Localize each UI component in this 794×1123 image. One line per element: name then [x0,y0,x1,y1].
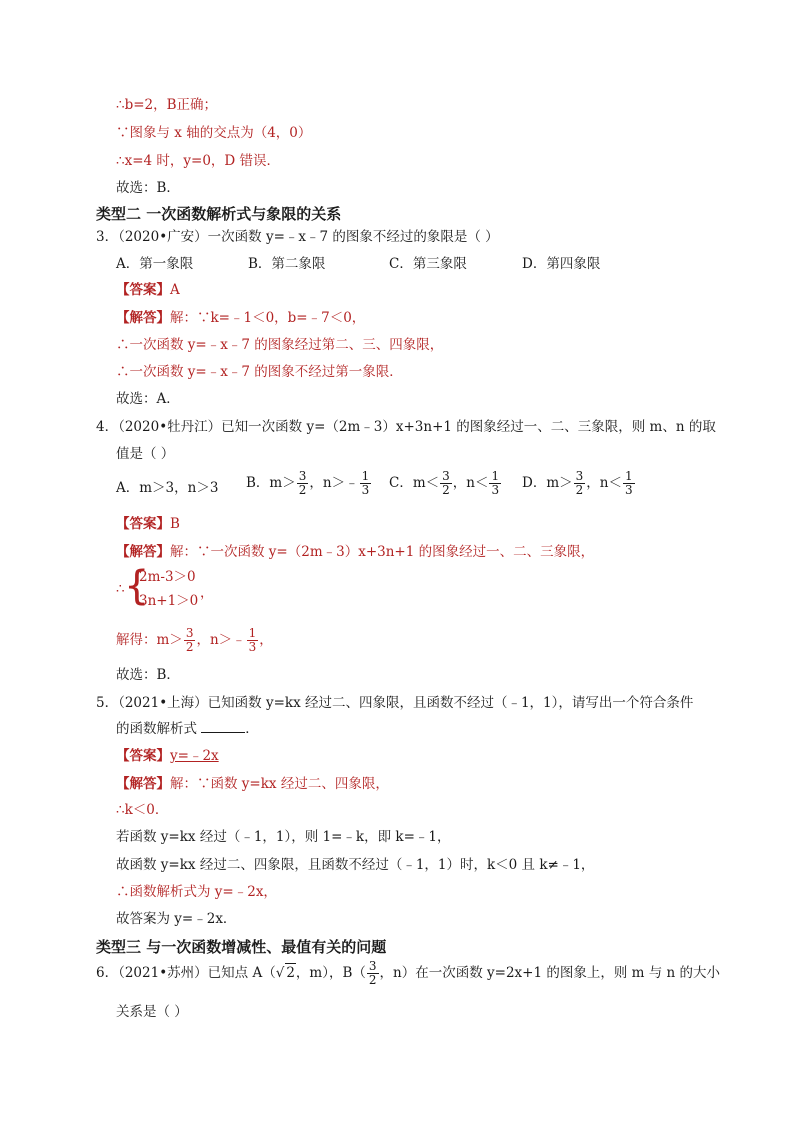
analysis-tag: 【解答】 [116,544,170,560]
solve-pre: 解得：m＞ [116,632,183,648]
q2-line-2: ∵图象与 x 轴的交点为（4，0） [116,125,312,141]
section-heading-type3: 类型三 与一次函数增减性、最值有关的问题 [96,938,387,956]
denominator: 2 [575,483,584,497]
q5-solution-5: ∴函数解析式为 y=﹣2x， [116,884,277,900]
q2-line-1: ∴b=2，B正确； [116,97,218,113]
q3-solution-3: ∴一次函数 y=﹣x﹣7 的图象不经过第一象限． [116,364,403,380]
numerator: 3 [298,469,307,483]
solve-end: ， [259,632,273,648]
q4-option-b [246,470,372,497]
numerator: 1 [624,469,633,483]
denominator: 3 [624,483,633,497]
fraction [574,470,586,497]
q2-line-3: ∴x=4 时，y=0，D 错误． [116,153,281,169]
answer-value: B [170,516,180,532]
numerator: 1 [361,469,370,483]
q3-option-a: A．第一象限 [116,256,194,272]
q4-solution-end: 故选：B． [116,667,180,683]
denominator: 3 [491,483,500,497]
q3-stem: 3．（2020•广安）一次函数 y=﹣x﹣7 的图象不经过的象限是（ ） [96,229,499,245]
numerator: 3 [575,469,584,483]
q3-option-c: C．第三象限 [389,256,467,272]
q2-line-4: 故选：B． [116,180,180,196]
q4-option-b-mid: ，n＞﹣ [309,475,359,491]
fraction [623,470,635,497]
fraction [367,960,379,987]
denominator: 3 [248,640,257,654]
q4-option-c [389,470,502,497]
inequality-1: 2m-3＞0 [139,569,196,585]
q3-solution-1 [116,309,365,327]
section-heading-type2: 类型二 一次函数解析式与象限的关系 [96,205,342,223]
answer-tag: 【答案】 [116,748,170,764]
q3-option-d: D．第四象限 [522,256,601,272]
q4-option-d [522,470,636,497]
answer-tag: 【答案】 [116,516,170,532]
q4-answer [116,515,180,533]
q3-solution-2: ∴一次函数 y=﹣x﹣7 的图象经过第二、三、四象限， [116,337,444,353]
q5-solution-6: 故答案为 y=﹣2x． [116,911,237,927]
q5-solution-text-1: 解：∵函数 y=kx 经过二、四象限， [170,776,389,792]
q4-stem-1: 4．（2020•牡丹江）已知一次函数 y=（2m﹣3）x+3n+1 的图象经过一、二、三象限，则 m、n 的取 [96,419,716,435]
q3-answer [116,281,180,299]
fraction [247,627,259,654]
q6-stem-pre: 6．（2021•苏州）已知点 A（ [96,965,276,981]
q4-solution-1 [116,543,594,561]
q6-stem-1 [96,960,720,987]
left-brace: { [124,563,150,609]
fraction [440,470,452,497]
inequality-2: 3n+1＞0 [139,593,199,609]
denominator: 2 [298,483,307,497]
q6-stem-post: ，n）在一次函数 y=2x+1 的图象上，则 m 与 n 的大小 [379,965,721,981]
q4-option-c-mid: ，n＜ [452,475,489,491]
sqrt-value: 2 [286,965,295,981]
q5-answer [116,747,219,765]
numerator: 3 [442,469,450,483]
numerator: 3 [185,626,194,640]
q5-solution-2: ∴k＜0． [116,802,169,818]
answer-blank [201,720,245,733]
answer-value: y=﹣2x [170,748,219,764]
q5-solution-3: 若函数 y=kx 经过（﹣1，1），则 1=﹣k，即 k=﹣1， [116,829,451,845]
q4-option-b-pre: B．m＞ [246,475,296,491]
answer-tag: 【答案】 [116,282,170,298]
q3-option-b: B．第二象限 [248,256,326,272]
analysis-tag: 【解答】 [116,310,170,326]
denominator: 3 [361,483,370,497]
q4-option-d-mid: ，n＜ [586,475,622,491]
fraction [297,470,309,497]
fraction [184,627,196,654]
q6-stem-mid: ，m），B（ [295,965,366,981]
q5-stem-2-end: ． [245,721,259,737]
q5-stem-2-pre: 的函数解析式 [116,721,197,737]
numerator: 3 [368,959,377,973]
numerator: 1 [491,469,500,483]
denominator: 2 [185,640,194,654]
denominator: 2 [368,973,377,987]
q3-solution-4: 故选：A． [116,391,180,407]
analysis-tag: 【解答】 [116,776,170,792]
q5-stem-2 [116,720,259,738]
q4-option-d-pre: D．m＞ [522,475,573,491]
numerator: 1 [248,626,257,640]
system-end: ， [200,585,214,601]
q3-solution-text-1: 解：∵k=﹣1＜0，b=﹣7＜0， [170,310,366,326]
solve-mid: ，n＞﹣ [196,632,246,648]
q5-stem-1: 5．（2021•上海）已知函数 y=kx 经过二、四象限，且函数不经过（﹣1，1），请写出一个符合条件 [96,695,694,711]
fraction [489,470,501,497]
answer-value: A [170,282,180,298]
denominator: 2 [442,483,450,497]
q4-solve-result [116,627,273,654]
q4-stem-2: 值是（ ） [116,446,175,462]
q6-stem-2: 关系是（ ） [116,1004,188,1020]
q5-solution-4: 故函数 y=kx 经过二、四象限，且函数不经过（﹣1，1）时，k＜0 且 k≠﹣1， [116,857,595,873]
therefore-symbol: ∴ [116,581,125,597]
q4-solution-text-1: 解：∵一次函数 y=（2m﹣3）x+3n+1 的图象经过一、二、三象限， [170,544,595,560]
sqrt-icon: √ [275,965,285,981]
fraction [360,470,372,497]
q4-option-a: A．m＞3，n＞3 [116,480,219,496]
q4-option-c-pre: C．m＜ [389,475,440,491]
q5-solution-1 [116,775,389,793]
